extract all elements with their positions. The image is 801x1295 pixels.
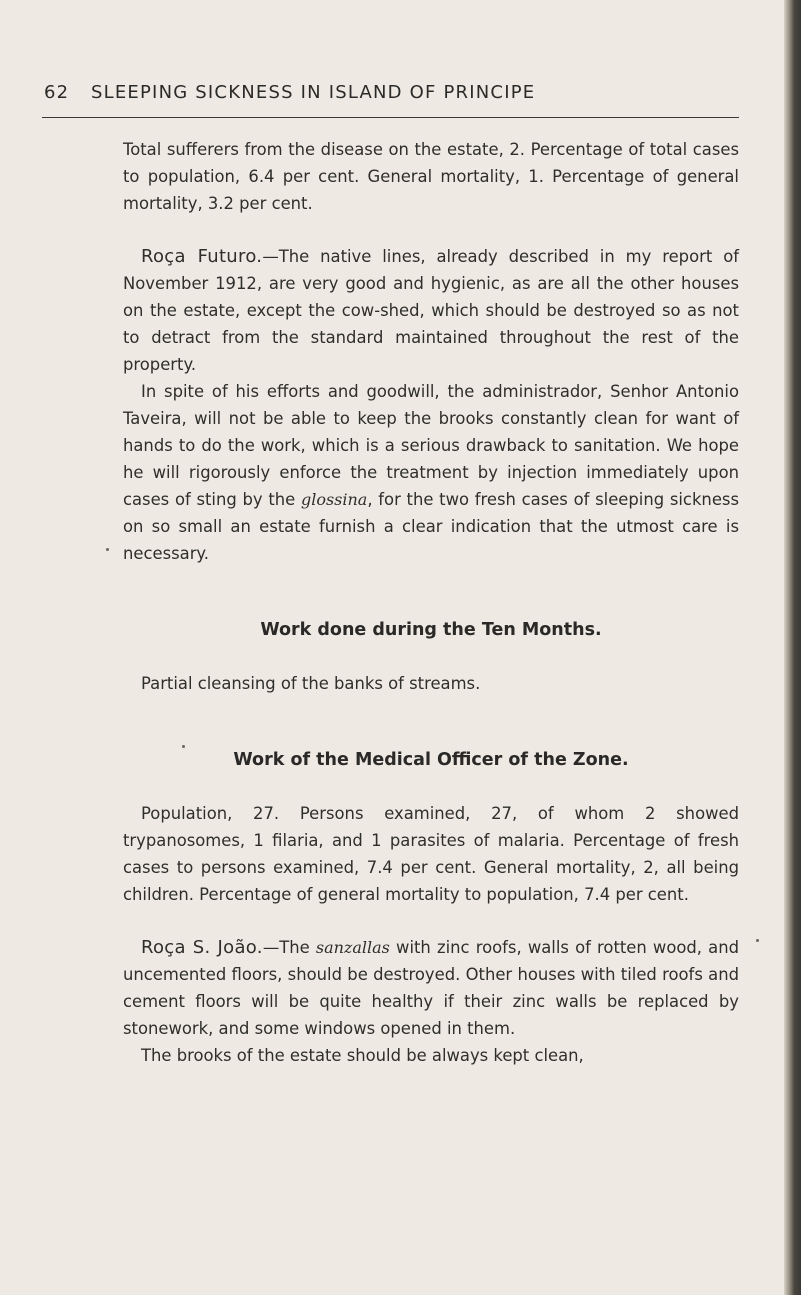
- roca-sao-joao-heading: Roça S. João.: [141, 937, 263, 958]
- page-binding-edge: [784, 0, 801, 1295]
- stray-ink-dot: [182, 745, 185, 748]
- paragraph-partial-cleansing: Partial cleansing of the banks of streams.: [141, 674, 481, 693]
- roca-sao-joao-text-start: —The: [262, 938, 310, 957]
- paragraph-roca-sao-joao: [123, 934, 739, 1042]
- roca-futuro-heading: Roça Futuro.: [141, 246, 263, 267]
- running-title: SLEEPING SICKNESS IN ISLAND OF PRINCIPE: [91, 82, 536, 103]
- paragraph-total-sufferers: Total sufferers from the disease on the estate, 2. Percentage of total cases to population, 6.4 per cent. General mortality, 1. Percentage of general mortality, 3.2 per cent.: [123, 140, 739, 213]
- sanzallas-term: sanzallas: [315, 938, 390, 957]
- stray-ink-dot: [106, 548, 109, 551]
- glossina-term: glossina: [300, 490, 368, 509]
- page-body: [123, 136, 739, 1069]
- page-header: [44, 82, 744, 112]
- roca-futuro-text: —The native lines, already described in my report of November 1912, are very good and hygienic, as are all the other houses on the estate, except the cow-shed, which should be destroyed so as not to detract from the standard maintained throughout the rest of the property.: [123, 247, 739, 374]
- page-number: 62: [44, 82, 70, 103]
- stray-ink-dot: [756, 939, 759, 942]
- heading-work-done: Work done during the Ten Months.: [260, 620, 602, 640]
- paragraph-administrador: [123, 378, 739, 567]
- administrador-text-end: , for the two fresh cases of sleeping sickness on so small an estate furnish a clear indication that the utmost care is necessary.: [123, 490, 739, 563]
- paragraph-brooks: The brooks of the estate should be always kept clean,: [141, 1046, 584, 1065]
- paragraph-roca-futuro: [123, 243, 739, 378]
- header-rule: [42, 117, 739, 118]
- administrador-text-start: In spite of his efforts and goodwill, the administrador, Senhor Antonio Taveira, will not be able to keep the brooks constantly clean for want of hands to do the work, which is a serious drawback to sanitation. We hope he will rigorously enforce the treatment by injection immediately upon cases of sting by the: [123, 382, 739, 509]
- roca-sao-joao-text-end: with zinc roofs, walls of rotten wood, and uncemented floors, should be destroyed. Other houses with tiled roofs and cement floors will be quite healthy if their zinc walls be replaced by stonework, and some windows opened in them.: [123, 938, 740, 1038]
- heading-medical-officer: Work of the Medical Officer of the Zone.: [233, 750, 629, 770]
- paragraph-population: Population, 27. Persons examined, 27, of whom 2 showed trypanosomes, 1 filaria, and 1 parasites of malaria. Percentage of fresh cases to persons examined, 7.4 per cent. General mortality, 2, all being children. Percentage of general mortality to population, 7.4 per cent.: [123, 804, 739, 904]
